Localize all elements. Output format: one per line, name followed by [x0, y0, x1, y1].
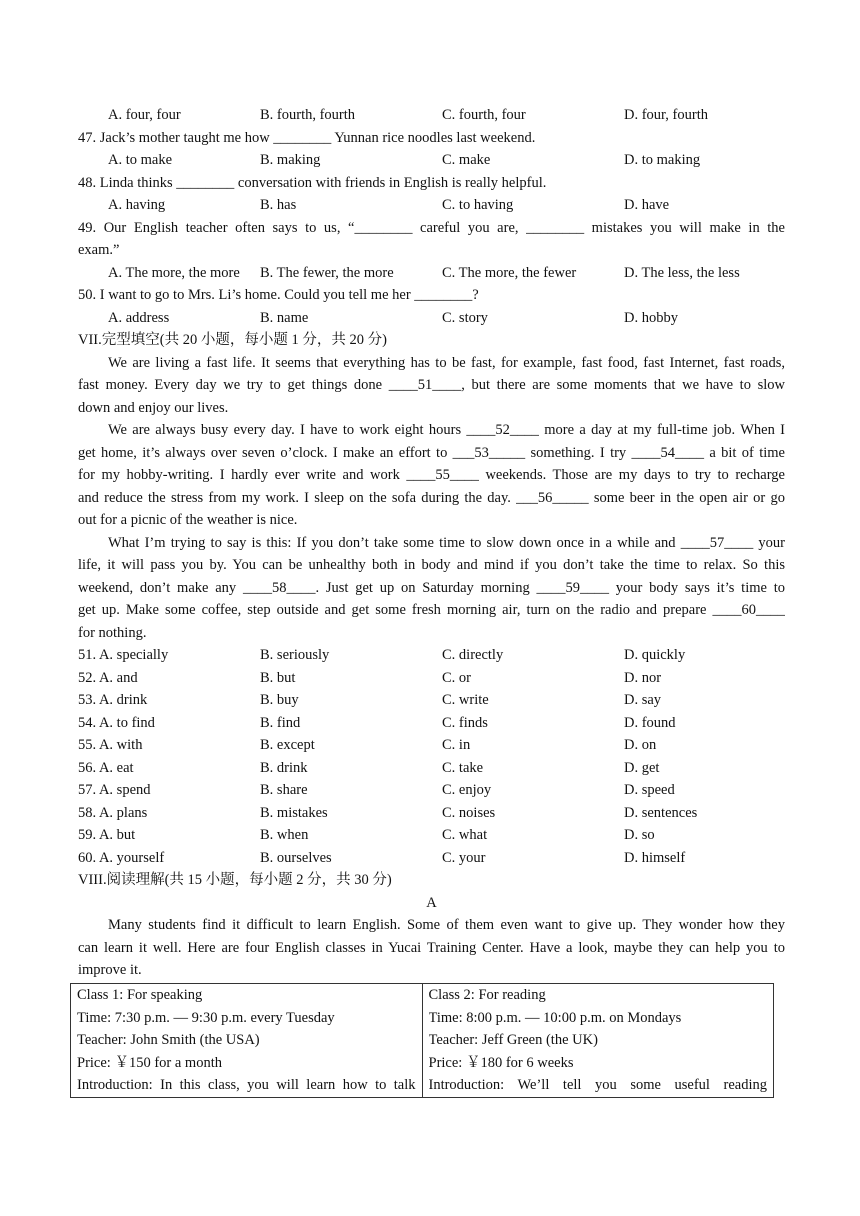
cloze-option-row [78, 712, 785, 735]
cloze-option-row [78, 757, 785, 780]
q50-stem: 50. I want to go to Mrs. Li’s home. Could you tell me her ________? [78, 287, 479, 303]
option-b: B. share [260, 782, 308, 798]
class1-price: Price: ￥150 for a month [77, 1054, 222, 1071]
option-b: B. ourselves [260, 849, 332, 866]
table-row [71, 984, 774, 1098]
option-c: C. in [442, 737, 471, 753]
option-d: D. himself [624, 849, 686, 866]
class2-introduction: Introduction: We’ll tell you some useful reading [428, 1077, 767, 1093]
option-d: D. sentences [624, 804, 698, 821]
cloze-line: get home, it’s always over seven o’clock. I make an effort to ___53_____ something. I try ____54____ a bit of time [78, 444, 785, 461]
passage-line: can learn it well. Here are four English classes in Yucai Training Center. Have a look, maybe they can help you to [78, 939, 785, 956]
class2-cell [422, 984, 774, 1098]
section7-title: VII.完型填空(共 20 小题，每小题 1 分，共 20 分) [78, 332, 387, 348]
cloze-line: We are always busy every day. I have to work eight hours ____52____ more a day at my full-time job. When I [108, 422, 785, 438]
option-a: 55. A. with [78, 737, 143, 753]
q49-stem-line2: exam.” [78, 242, 120, 258]
cloze-option-row [78, 824, 785, 847]
option-c: C. or [442, 669, 471, 686]
option-a: 58. A. plans [78, 804, 148, 821]
cloze-option-row [78, 734, 785, 757]
option-c: C. The more, the fewer [442, 264, 577, 281]
option-c: C. directly [442, 647, 504, 663]
option-a: 54. A. to find [78, 714, 155, 731]
q48-stem: 48. Linda thinks ________ conversation with friends in English is really helpful. [78, 174, 547, 191]
class1-cell [71, 984, 423, 1098]
cloze-line: get up. Make some coffee, step outside and get some fresh morning air, turn on the radio and prepare ____60____ [78, 602, 785, 618]
option-a: 60. A. yourself [78, 849, 165, 866]
option-b: B. when [260, 827, 309, 843]
option-a: 59. A. but [78, 827, 136, 843]
class1-introduction: Introduction: In this class, you will learn how to talk [77, 1077, 416, 1093]
option-d: D. have [624, 197, 670, 213]
option-b: B. has [260, 197, 297, 213]
option-a: A. four, four [108, 107, 181, 123]
option-b: B. find [260, 714, 301, 731]
option-a: A. having [108, 197, 166, 213]
option-c: C. to having [442, 197, 514, 213]
cloze-option-row [78, 802, 785, 825]
q50-options [78, 307, 785, 330]
q49-stem-line1: 49. Our English teacher often says to us, “________ careful you are, ________ mistakes you will make in the [78, 219, 785, 236]
option-c: C. fourth, four [442, 107, 526, 123]
cloze-option-row [78, 847, 785, 870]
option-a: 53. A. drink [78, 692, 148, 708]
q47-stem: 47. Jack’s mother taught me how ________ Yunnan rice noodles last weekend. [78, 129, 536, 146]
class2-price: Price: ￥180 for 6 weeks [428, 1054, 574, 1071]
q48-options [78, 194, 785, 217]
option-c: C. noises [442, 804, 496, 821]
option-a: 51. A. specially [78, 647, 169, 663]
option-a: A. to make [108, 152, 173, 168]
option-b: B. fourth, fourth [260, 107, 356, 123]
q49-options [78, 262, 785, 285]
passage-letter: A [426, 894, 437, 911]
option-b: B. drink [260, 759, 308, 776]
option-b: B. except [260, 737, 315, 753]
option-b: B. mistakes [260, 804, 328, 821]
q47-options [78, 149, 785, 172]
cloze-option-row [78, 644, 785, 667]
cloze-option-row [78, 667, 785, 690]
option-b: B. The fewer, the more [260, 264, 394, 281]
class2-title: Class 2: For reading [428, 987, 546, 1003]
option-b: B. seriously [260, 647, 330, 663]
cloze-line: out for a picnic of the weather is nice. [78, 512, 298, 528]
cloze-line: and reduce the stress from my work. I sleep on the sofa during the day. ___56_____ some beer in the open air or go [78, 489, 785, 506]
passage-line: Many students find it difficult to learn English. Some of them even want to give up. They wonder how they [108, 917, 785, 933]
option-c: C. write [442, 692, 489, 708]
passage-line: improve it. [78, 962, 142, 978]
classes-table [70, 983, 774, 1098]
option-c: C. take [442, 759, 484, 776]
class1-title: Class 1: For speaking [77, 987, 203, 1003]
class1-time: Time: 7:30 p.m. — 9:30 p.m. every Tuesday [77, 1009, 335, 1026]
option-c: C. story [442, 309, 488, 326]
cloze-line: weekend, don’t make any ____58____. Just get up on Saturday morning ____59____ your body says it’s time to [78, 579, 785, 596]
option-d: D. quickly [624, 647, 686, 663]
option-c: C. finds [442, 714, 488, 731]
option-d: D. on [624, 737, 657, 753]
option-d: D. so [624, 827, 655, 843]
option-d: D. say [624, 692, 662, 708]
class2-teacher: Teacher: Jeff Green (the UK) [428, 1032, 598, 1048]
class1-teacher: Teacher: John Smith (the USA) [77, 1032, 260, 1048]
option-c: C. make [442, 152, 491, 168]
cloze-passage [78, 352, 785, 645]
cloze-line: down and enjoy our lives. [78, 399, 229, 416]
cloze-line: We are living a fast life. It seems that everything has to be fast, for example, fast food, fast Internet, fast roads, [108, 354, 785, 371]
option-b: B. name [260, 309, 309, 326]
option-b: B. making [260, 152, 321, 168]
cloze-line: life, it will pass you by. You can be unhealthy both in body and mind if you don’t take the time to relax. So this [78, 557, 785, 573]
exam-page [78, 104, 785, 982]
option-a: 52. A. and [78, 669, 138, 686]
class2-time: Time: 8:00 p.m. — 10:00 p.m. on Mondays [428, 1009, 682, 1026]
option-d: D. speed [624, 782, 675, 798]
option-d: D. get [624, 759, 660, 776]
option-a: 56. A. eat [78, 759, 134, 776]
option-b: B. but [260, 669, 296, 686]
cloze-options [78, 644, 785, 869]
option-c: C. your [442, 849, 486, 866]
section8-title: VIII.阅读理解(共 15 小题，每小题 2 分，共 30 分) [78, 872, 392, 888]
option-d: D. to making [624, 152, 701, 168]
option-d: D. found [624, 714, 676, 731]
option-b: B. buy [260, 692, 299, 708]
cloze-line: for my hobby-writing. I hardly ever write and work ____55____ weekends. Those are my days to try to recharge [78, 467, 785, 483]
option-d: D. nor [624, 669, 662, 686]
cloze-option-row [78, 689, 785, 712]
option-c: C. enjoy [442, 782, 492, 798]
option-a: A. The more, the more [108, 264, 240, 281]
option-d: D. four, fourth [624, 107, 708, 123]
option-a: 57. A. spend [78, 782, 151, 798]
option-d: D. hobby [624, 309, 678, 326]
cloze-line: What I’m trying to say is this: If you don’t take some time to slow down once in a while and ____57____ your [108, 534, 785, 551]
reading-passage [78, 914, 785, 982]
option-c: C. what [442, 827, 488, 843]
cloze-option-row [78, 779, 785, 802]
q46-options [78, 104, 785, 127]
cloze-line: fast money. Every day we try to get things done ____51____, but there are some moments that we have to slow [78, 377, 785, 393]
option-d: D. The less, the less [624, 264, 740, 281]
cloze-line: for nothing. [78, 624, 147, 641]
option-a: A. address [108, 309, 170, 326]
